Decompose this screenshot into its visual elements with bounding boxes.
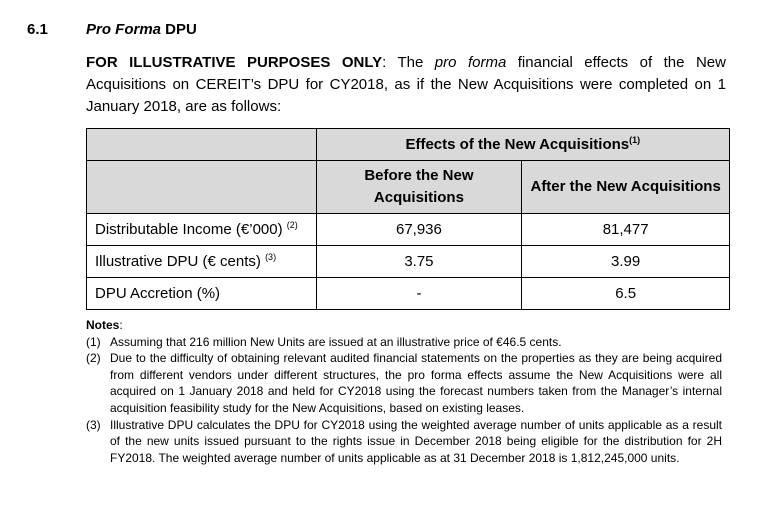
notes-heading (86, 317, 722, 334)
table-corner-cell-2 (87, 161, 317, 214)
intro-italic: pro forma (434, 54, 507, 71)
table-corner-cell (87, 129, 317, 161)
row-label-text: Illustrative DPU (€ cents) (95, 253, 261, 270)
note-text: Due to the difficulty of obtaining relevant audited financial statements on the properties as they are being acquired from different vendors under different structures, the pro forma effects assume the New Acquisitions were all acquired on 1 January 2018 and held for CY2018 using the forecast numbers taken from the Manager’s internal acquisition feasibility study for the New Acquisitions, based on existing leases. (110, 351, 722, 415)
row-label (87, 246, 317, 278)
row-value-before: - (316, 278, 522, 310)
intro-part2: financial effects of the New Acquisitions on CEREIT’s DPU for CY2018, as if the New Acquisitions were completed on 1 January 2018, are as follows: (86, 54, 726, 115)
row-label-text: DPU Accretion (%) (95, 285, 221, 302)
row-label-text: Distributable Income (€’000) (95, 221, 283, 238)
col-header-before: Before the New Acquisitions (316, 161, 522, 214)
col-header-after: After the New Acquisitions (522, 161, 730, 214)
row-label-note: (2) (286, 220, 298, 230)
row-label (87, 214, 317, 246)
table-row (87, 246, 730, 278)
table-row (87, 278, 730, 310)
note-text: Illustrative DPU calculates the DPU for CY2018 using the weighted average number of units applicable as a result of the new units issued pursuant to the rights issue in December 2018 being eligible for the distribution for 2H FY2018. The weighted average number of units applicable as at 31 December 2018 is 1,812,245,000 units. (110, 417, 722, 465)
row-value-after: 3.99 (522, 246, 730, 278)
note-number: (1) (86, 334, 101, 349)
note-number: (2) (86, 351, 101, 366)
notes-title: Notes (86, 318, 120, 332)
intro-part1: : The (382, 54, 435, 71)
row-value-before: 67,936 (316, 214, 522, 246)
notes-colon: : (119, 318, 123, 332)
pro-forma-table (86, 128, 730, 310)
section-title (86, 21, 197, 38)
section-number: 6.1 (27, 21, 48, 38)
note-item (86, 334, 722, 351)
row-label-note: (3) (265, 252, 277, 262)
note-text: Assuming that 216 million New Units are issued at an illustrative price of €46.5 cents. (110, 334, 562, 349)
table-subheader-row (87, 161, 730, 214)
group-header-note: (1) (629, 135, 641, 145)
section-title-italic: Pro Forma (86, 21, 162, 38)
row-label (87, 278, 317, 310)
group-header-text: Effects of the New Acquisitions (405, 136, 630, 153)
note-item (86, 417, 722, 467)
intro-paragraph (86, 52, 726, 118)
section-title-rest: DPU (161, 21, 197, 38)
row-value-before: 3.75 (316, 246, 522, 278)
row-value-after: 6.5 (522, 278, 730, 310)
row-value-after: 81,477 (522, 214, 730, 246)
table-header-row (87, 129, 730, 161)
note-number: (3) (86, 417, 101, 432)
intro-bold: FOR ILLUSTRATIVE PURPOSES ONLY (86, 54, 383, 71)
group-header-cell (316, 129, 729, 161)
note-item (86, 350, 722, 416)
notes-section (86, 317, 722, 466)
table-row (87, 214, 730, 246)
